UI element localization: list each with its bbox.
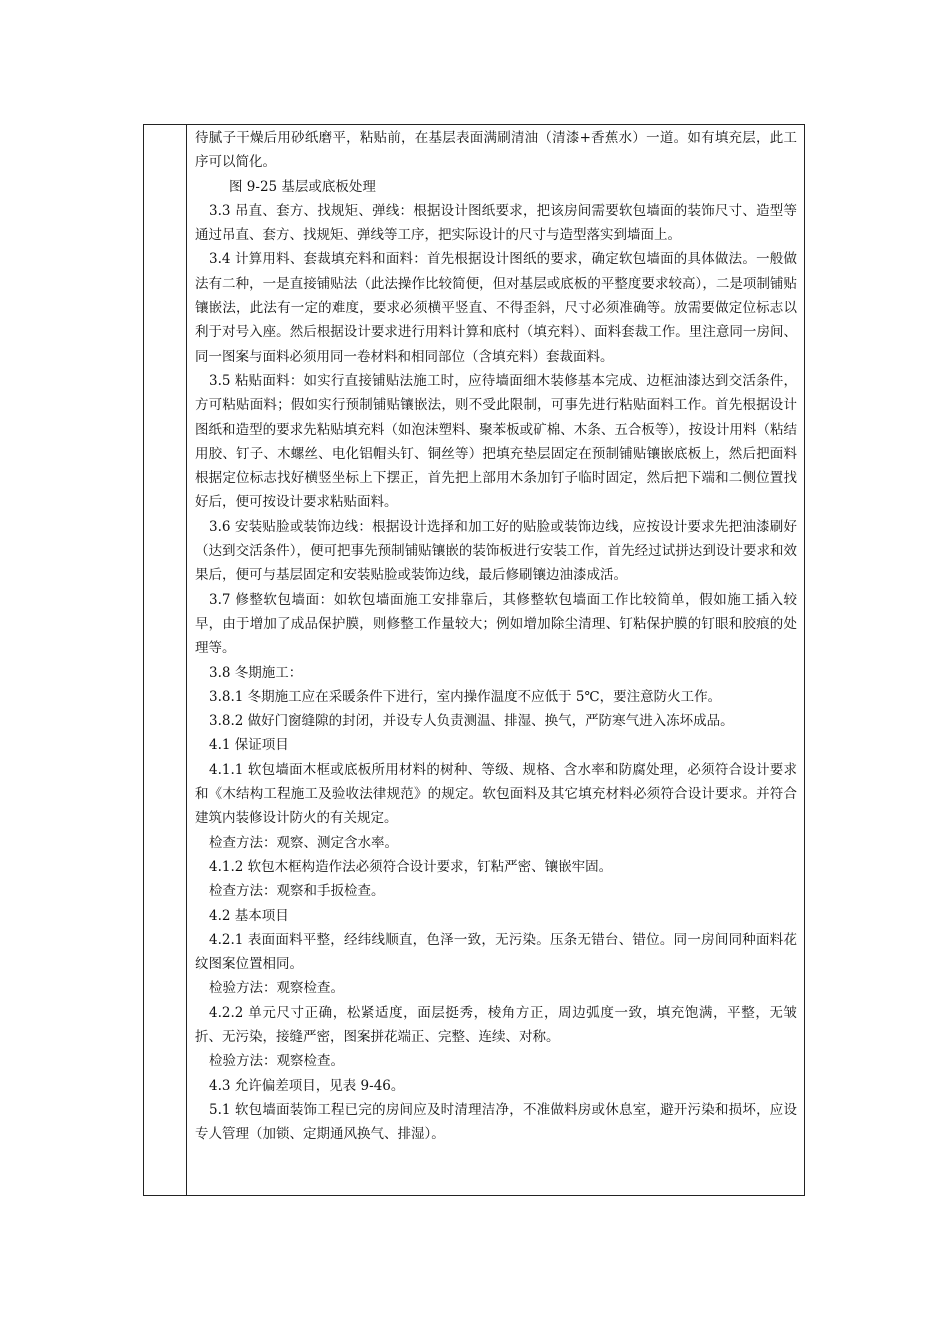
paragraph-3-8: 3.8 冬期施工： bbox=[209, 664, 303, 681]
document-table bbox=[143, 124, 805, 1196]
paragraph-4-1-1: 4.1.1 软包墙面木框或底板所用材料的树种、等级、规格、含水率和防腐处理，必须符合设计要求和《木结构工程施工及验收法律规范》的规定。软包面料及其它填充材料必须符合设计要求。并符合建筑内装修设计防火的有关规定。 bbox=[195, 761, 797, 827]
paragraph-3-8-2: 3.8.2 做好门窗缝隙的封闭，并设专人负责测温、排湿、换气，严防寒气进入冻坏成品。 bbox=[209, 713, 734, 730]
paragraph-3-7: 3.7 修整软包墙面：如软包墙面施工安排靠后，其修整软包墙面工作比较简单，假如施工插入较早，由于增加了成品保护膜，则修整工作量较大；例如增加除尘清理、钉粘保护膜的钉眼和胶痕的处理等。 bbox=[195, 591, 797, 657]
paragraph-4-2-2: 4.2.2 单元尺寸正确，松紧适度，面层挺秀，棱角方正，周边弧度一致，填充饱满，平整，无皱折、无污染，接缝严密，图案拼花端正、完整、连续、对称。 bbox=[195, 1004, 797, 1045]
table-left-column bbox=[144, 125, 187, 1195]
paragraph-check-method-2: 检查方法：观察和手扳检查。 bbox=[209, 883, 385, 900]
table-content-cell bbox=[187, 125, 804, 1195]
paragraph-4-2-1: 4.2.1 表面面料平整，经纬线顺直，色泽一致，无污染。压条无错台、错位。同一房间同种面料花纹图案位置相同。 bbox=[195, 931, 797, 973]
paragraph-4-2: 4.2 基本项目 bbox=[209, 907, 289, 924]
paragraph-inspect-method-2: 检验方法：观察检查。 bbox=[209, 1053, 344, 1070]
paragraph-3-5: 3.5 粘贴面料：如实行直接铺贴法施工时，应待墙面细木装修基本完成、边框油漆达到交活条件，方可粘贴面料；假如实行预制铺贴镶嵌法，则不受此限制，可事先进行粘贴面料工作。首先根据设计图纸和造型的要求先粘贴填充料（如泡沫塑料、聚苯板或矿棉、木条、五合板等），按设计用料（粘结用胶、钉子、木螺丝、电化铝帽头钉、铜丝等）把填充垫层固定在预制铺贴镶嵌底板上，然后把面料根据定位标志找好横竖坐标上下摆正，首先把上部用木条加钉子临时固定，然后把下端和二侧位置找好后，便可按设计要求粘贴面料。 bbox=[195, 372, 797, 511]
paragraph-3-4: 3.4 计算用料、套裁填充料和面料：首先根据设计图纸的要求，确定软包墙面的具体做法。一般做法有二种，一是直接铺贴法（此法操作比较简便，但对基层或底板的平整度要求较高），二是项制铺贴镶嵌法，此法有一定的难度，要求必须横平竖直、不得歪斜，尺寸必须准确等。放需要做定位标志以利于对号入座。然后根据设计要求进行用料计算和底村（填充料）、面料套裁工作。里注意同一房间、同一图案与面料必须用同一卷材料和相同部位（含填充料）套裁面料。 bbox=[195, 251, 797, 365]
paragraph-inspect-method-1: 检验方法：观察检查。 bbox=[209, 980, 344, 997]
paragraph-substrate-putty: 待腻子干燥后用砂纸磨平，粘贴前，在基层表面满刷清油（清漆+香蕉水）一道。如有填充层，此工序可以简化。 bbox=[195, 130, 797, 171]
paragraph-4-1-2: 4.1.2 软包木框构造作法必须符合设计要求，钉粘严密、镶嵌牢固。 bbox=[209, 858, 613, 875]
paragraph-3-6: 3.6 安装贴脸或装饰边线：根据设计选择和加工好的贴脸或装饰边线，应按设计要求先把油漆刷好（达到交活条件），便可把事先预制铺贴镶嵌的装饰板进行安装工作，首先经过试拼达到设计要求和效果后，便可与基层固定和安装贴脸或装饰边线，最后修刷镶边油漆成活。 bbox=[195, 518, 797, 584]
paragraph-4-3: 4.3 允许偏差项目，见表 9-46。 bbox=[209, 1077, 405, 1094]
figure-caption-9-25: 图 9-25 基层或底板处理 bbox=[229, 178, 376, 195]
paragraph-4-1: 4.1 保证项目 bbox=[209, 737, 289, 754]
paragraph-check-method-1: 检查方法：观察、测定含水率。 bbox=[209, 834, 398, 851]
paragraph-3-8-1: 3.8.1 冬期施工应在采暖条件下进行，室内操作温度不应低于 5℃，要注意防火工作。 bbox=[209, 688, 722, 705]
paragraph-3-3: 3.3 吊直、套方、找规矩、弹线：根据设计图纸要求，把该房间需要软包墙面的装饰尺寸、造型等通过吊直、套方、找规矩、弹线等工序，把实际设计的尺寸与造型落实到墙面上。 bbox=[195, 202, 797, 244]
paragraph-5-1: 5.1 软包墙面装饰工程已完的房间应及时清理洁净，不准做料房或休息室，避开污染和损坏，应设专人管理（加锁、定期通风换气、排湿）。 bbox=[195, 1101, 797, 1143]
